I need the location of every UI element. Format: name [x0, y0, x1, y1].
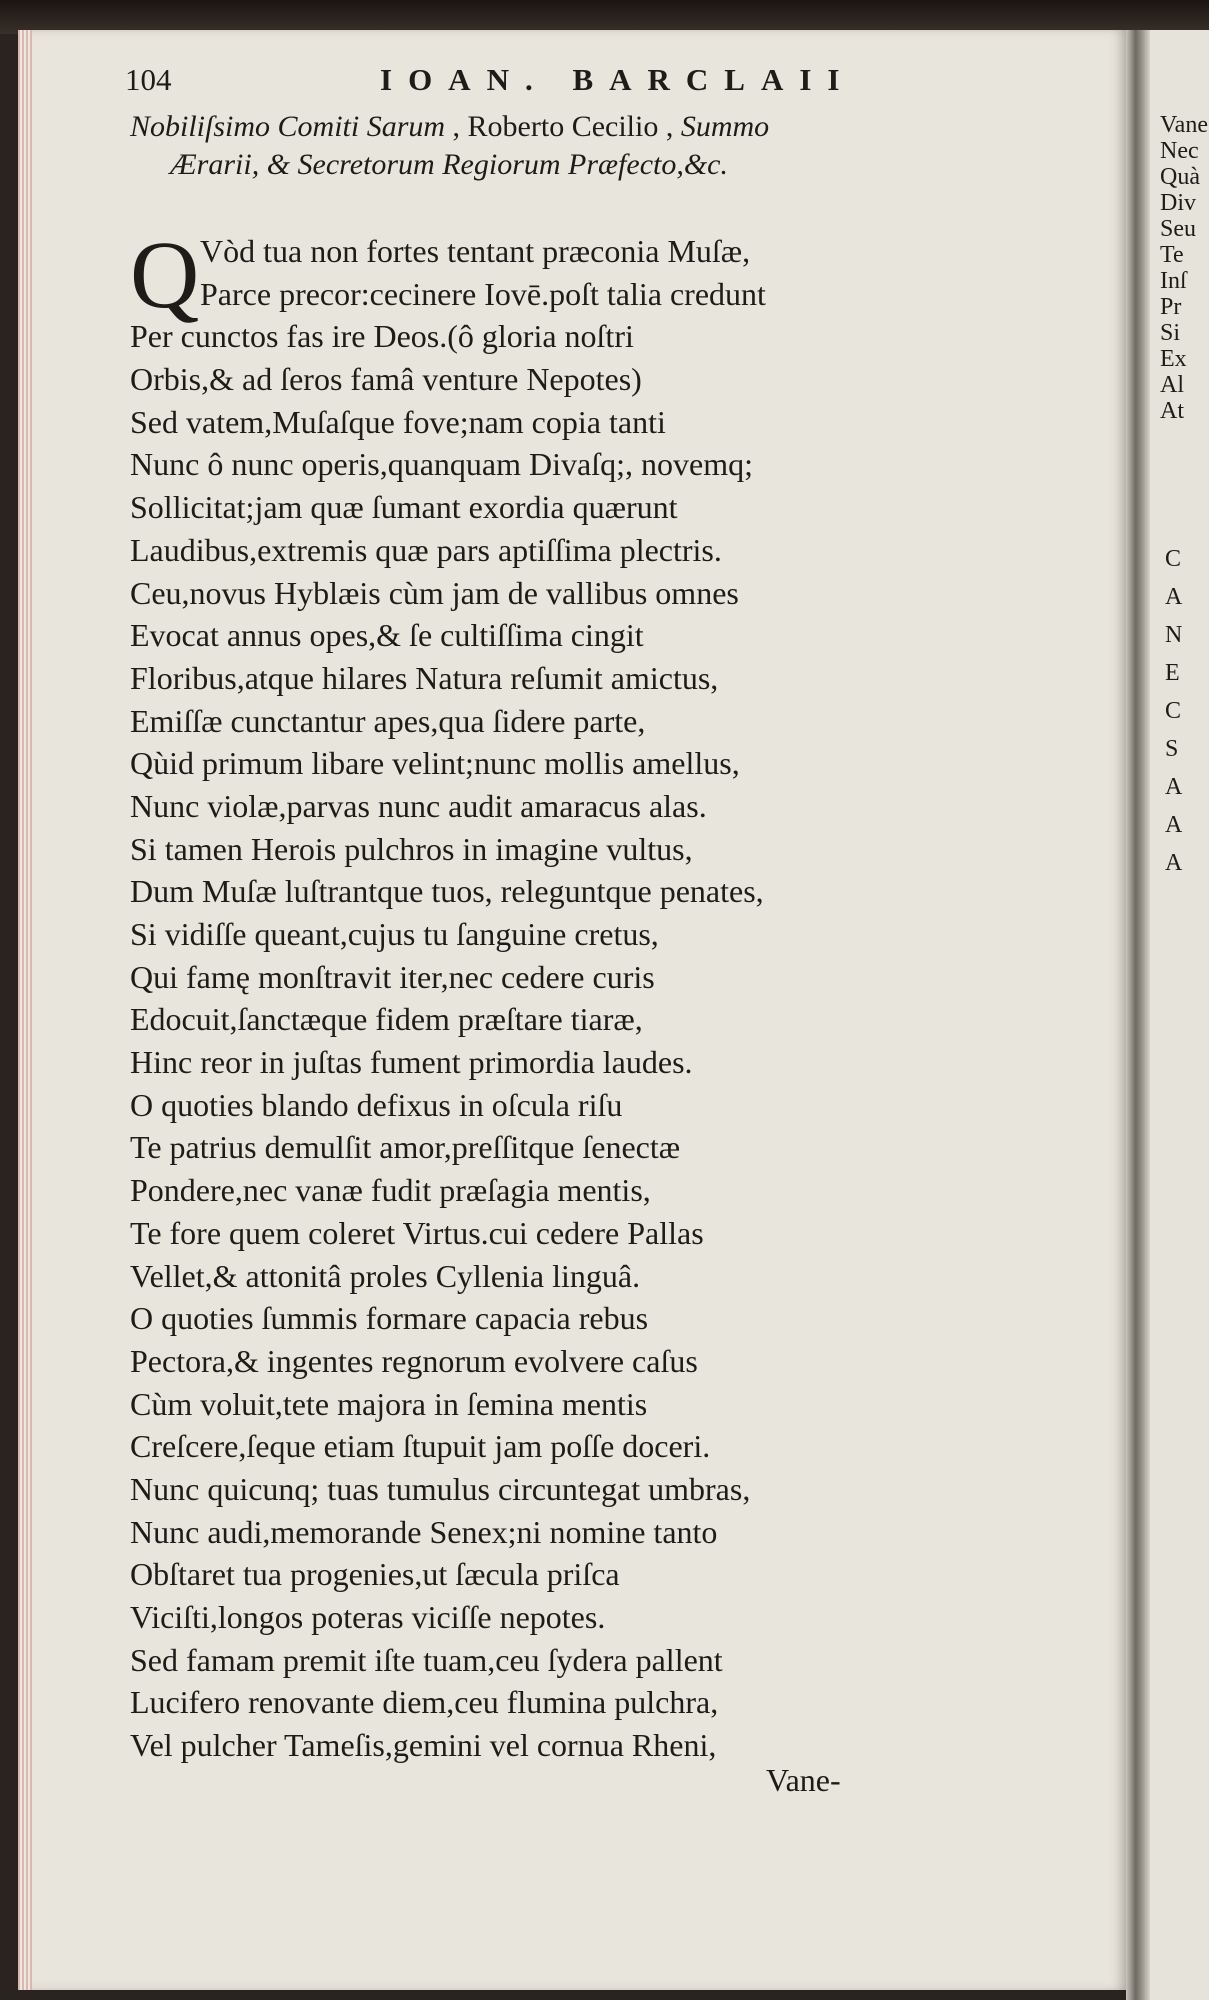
poem-line: Vellet,& attonitâ proles Cyllenia linguâ. [130, 1257, 641, 1294]
poem-line: Cùm voluit,tete majora in ſemina mentis [130, 1385, 648, 1422]
dedication-heading [130, 108, 769, 184]
poem-line: Emiſſæ cunctantur apes,qua ſidere parte, [130, 702, 646, 739]
poem-line: O quoties ſummis formare capacia rebus [130, 1300, 649, 1337]
right-page-line-fragment: E [1165, 660, 1180, 686]
poem-line: Nunc audi,memorande Senex;ni nomine tanto [130, 1513, 718, 1550]
poem-line: Si vidiſſe queant,cujus tu ſanguine cretus, [130, 916, 659, 952]
poem-line: Hinc reor in juſtas fument primordia laudes. [130, 1044, 693, 1081]
poem-line: Qùid primum libare velint;nunc mollis amellus, [130, 745, 740, 782]
right-page-line-fragment: Pr [1160, 294, 1182, 320]
poem-line: Nunc violæ,parvas nunc audit amaracus alas. [130, 787, 707, 824]
right-page-line-fragment: C [1165, 698, 1182, 724]
poem-line: Ceu,novus Hyblæis cùm jam de vallibus omnes [130, 574, 739, 611]
book-top-edge [0, 0, 1209, 34]
poem-line: Sed famam premit iſte tuam,ceu ſydera pallent [130, 1641, 723, 1678]
poem-line: Pectora,& ingentes regnorum evolvere caſus [130, 1342, 698, 1379]
dedication-line-2: Ærarii, & Secretorum Regiorum Præfecto,&c. [170, 148, 728, 181]
dedication-italic: Nobiliſsimo Comiti Sarum [130, 110, 446, 143]
drop-cap: Q [130, 221, 200, 328]
poem-line: Te fore quem coleret Virtus.cui cedere Pallas [130, 1214, 704, 1251]
right-page-line-fragment: Nec [1160, 138, 1199, 164]
right-page-line-fragment: Si [1160, 320, 1181, 346]
right-page-line-fragment: N [1165, 622, 1183, 648]
poem-line: Per cunctos fas ire Deos.(ô gloria noſtri [130, 318, 634, 355]
poem-line: Qui famę monſtravit iter,nec cedere curis [130, 958, 655, 995]
right-page-line-fragment: A [1165, 584, 1183, 610]
right-page-line-fragment: Al [1160, 372, 1184, 398]
page-number: 104 [125, 62, 172, 97]
right-page-line-fragment: Quà [1160, 164, 1200, 190]
dedication-line-1 [130, 108, 769, 146]
right-page-line-fragment: A [1165, 812, 1183, 838]
right-page-line-fragment: S [1165, 736, 1179, 762]
poem-line: Vòd tua non fortes tentant præconia Muſæ, [200, 233, 751, 269]
dedication-italic-end: Summo [680, 110, 770, 143]
poem-line: Lucifero renovante diem,ceu flumina pulchra, [130, 1684, 719, 1721]
poem-line: Sollicitat;jam quæ ſumant exordia quærunt [130, 489, 678, 526]
right-page-line-fragment: Ex [1160, 346, 1187, 372]
poem-line: Nunc quicunq; tuas tumulus circuntegat umbras, [130, 1470, 751, 1507]
right-page-line-fragment: C [1165, 546, 1182, 572]
catchword: Vane- [766, 1762, 841, 1798]
right-page-line-fragment: Inſ [1160, 268, 1187, 294]
poem-line: Te patrius demulſit amor,preſſitque ſenectæ [130, 1129, 681, 1166]
right-page-line-fragment: A [1165, 774, 1183, 800]
poem-line: Orbis,& ad ſeros famâ venture Nepotes) [130, 361, 642, 398]
book-gutter [1126, 30, 1150, 2000]
right-page-line-fragment: At [1160, 398, 1184, 424]
poem-line: Dum Muſæ luſtrantque tuos, releguntque penates, [130, 873, 764, 910]
poem-line: Sed vatem,Muſaſque fove;nam copia tanti [130, 403, 666, 440]
page-edge-stack [18, 30, 32, 1990]
poem-line: Viciſti,longos poteras viciſſe nepotes. [130, 1599, 606, 1635]
poem-line: Si tamen Herois pulchros in imagine vultus, [130, 830, 693, 867]
right-page-line-fragment: Vane [1160, 112, 1208, 138]
poem-line: Laudibus,extremis quæ pars aptiſſima plectris. [130, 531, 722, 568]
poem-line: Pondere,nec vanæ fudit præſagia mentis, [130, 1172, 651, 1209]
poem-line: Nunc ô nunc operis,quanquam Divaſq;, novemq; [130, 446, 753, 483]
poem-line: Vel pulcher Tameſis,gemini vel cornua Rheni, [130, 1727, 717, 1764]
poem-line: Parce precor:cecinere Iovē.poſt talia credunt [200, 275, 766, 312]
dedication-roman: , Roberto Cecilio , [445, 110, 681, 143]
poem-line: O quoties blando defixus in oſcula riſu [130, 1086, 623, 1123]
right-page-fragments-bottom [1165, 540, 1182, 882]
running-title: IOAN. BARCLAII [380, 62, 856, 97]
poem-line: Creſcere,ſeque etiam ſtupuit jam poſſe doceri. [130, 1428, 711, 1465]
right-page-line-fragment: Div [1160, 190, 1196, 216]
right-page-fragments-top [1160, 112, 1208, 424]
poem-line: Evocat annus opes,& ſe cultiſſima cingit [130, 617, 644, 654]
right-page-line-fragment: Te [1160, 242, 1184, 268]
poem-line: Obſtaret tua progenies,ut ſæcula priſca [130, 1556, 620, 1593]
poem-line: Edocuit,ſanctæque fidem præſtare tiaræ, [130, 1001, 643, 1038]
right-page-line-fragment: A [1165, 850, 1183, 876]
poem-body [130, 221, 766, 1767]
poem-line: Floribus,atque hilares Natura reſumit amictus, [130, 659, 719, 696]
right-page-line-fragment: Seu [1160, 216, 1196, 242]
